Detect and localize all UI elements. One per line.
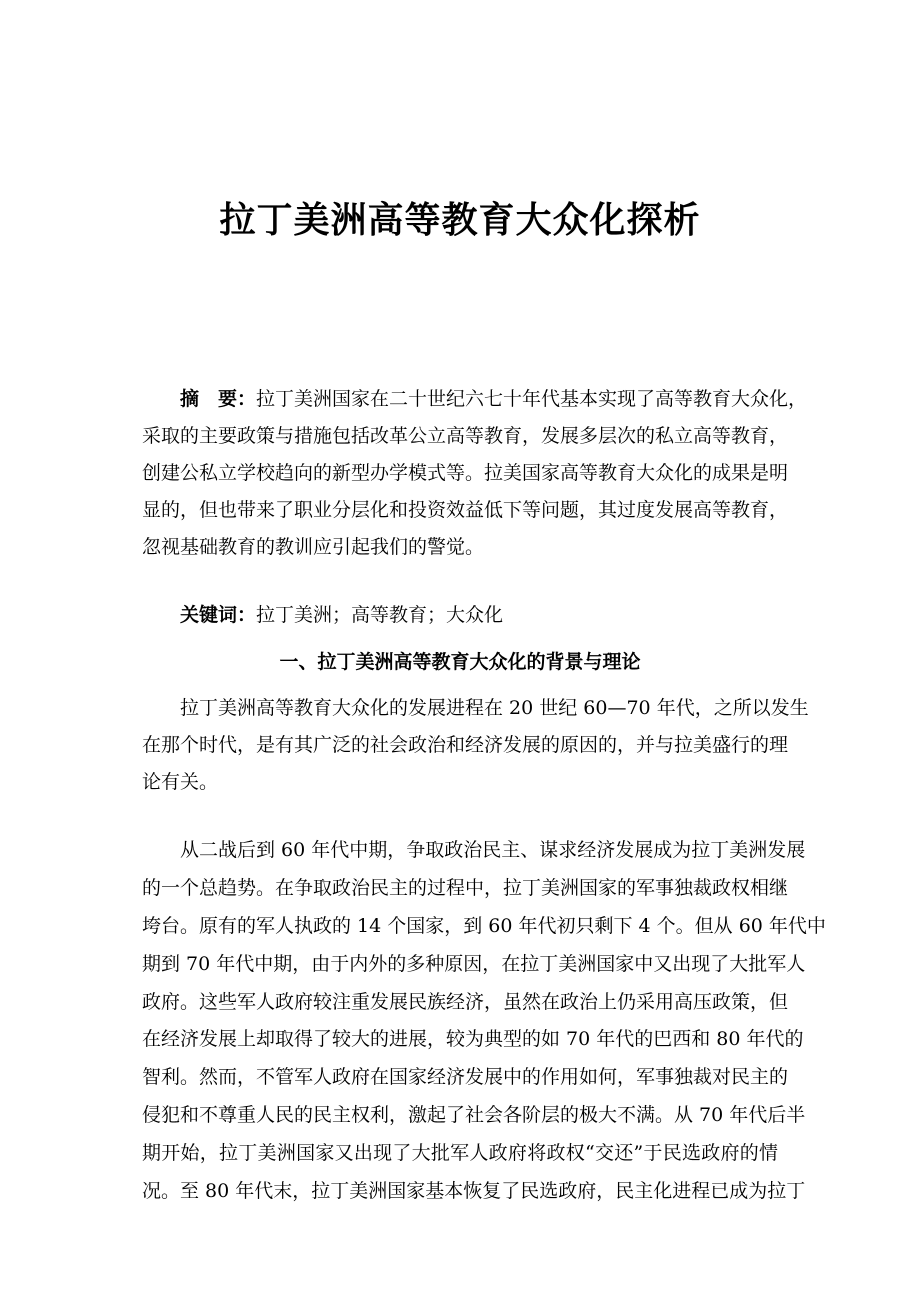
paragraph-line: 在经济发展上却取得了较大的进展，较为典型的如 70 年代的巴西和 80 年代的 [142,1028,804,1051]
abstract-line: 显的，但也带来了职业分层化和投资效益低下等问题，其过度发展高等教育， [142,499,789,521]
paragraph-2 [142,832,826,1211]
paragraph-line: 政府。这些军人政府较注重发展民族经济，虽然在政治上仍采用高压政策，但 [142,990,789,1013]
paragraph-1 [142,690,809,801]
keywords-label: 关键词： [180,604,257,626]
paragraph-line: 况。至 80 年代末，拉丁美洲国家基本恢复了民选政府，民主化进程已成为拉丁 [142,1180,806,1203]
abstract-line: 创建公私立学校趋向的新型办学模式等。拉美国家高等教育大众化的成果是明 [142,462,789,484]
keywords-text: 拉丁美洲；高等教育；大众化 [256,604,504,626]
section-heading: 一、拉丁美洲高等教育大众化的背景与理论 [279,651,641,673]
paragraph-line: 期到 70 年代中期，由于内外的多种原因，在拉丁美洲国家中又出现了大批军人 [142,952,806,975]
paragraph-line: 期开始，拉丁美洲国家又出现了大批军人政府将政权“交还”于民选政府的情 [142,1142,778,1165]
abstract-label: 摘 要： [180,388,257,410]
paragraph-line: 垮台。原有的军人执政的 14 个国家，到 60 年代初只剩下 4 个。但从 60 年代中 [142,914,826,937]
document-title: 拉丁美洲高等教育大众化探析 [219,200,701,241]
paragraph-line: 从二战后到 60 年代中期，争取政治民主、谋求经济发展成为拉丁美洲发展 [180,839,806,861]
paragraph-line: 的一个总趋势。在争取政治民主的过程中，拉丁美洲国家的军事独裁政权相继 [142,876,789,899]
paragraph-line: 在那个时代，是有其广泛的社会政治和经济发展的原因的，并与拉美盛行的理 [142,734,789,756]
abstract-line: 采取的主要政策与措施包括改革公立高等教育，发展多层次的私立高等教育， [142,425,789,447]
abstract-line: 忽视基础教育的教训应引起我们的警觉。 [142,536,485,558]
abstract-line: 摘 要：拉丁美洲国家在二十世纪六七十年代基本实现了高等教育大众化， [180,388,808,410]
paragraph-line: 智利。然而，不管军人政府在国家经济发展中的作用如何，军事独裁对民主的 [142,1066,789,1089]
paragraph-line: 论有关。 [142,771,219,793]
paragraph-line: 拉丁美洲高等教育大众化的发展进程在 20 世纪 60—70 年代，之所以发生 [180,697,809,719]
abstract [142,381,808,566]
paragraph-line: 侵犯和不尊重人民的民主权利，激起了社会各阶层的极大不满。从 70 年代后半 [142,1104,806,1127]
keywords [142,597,778,634]
